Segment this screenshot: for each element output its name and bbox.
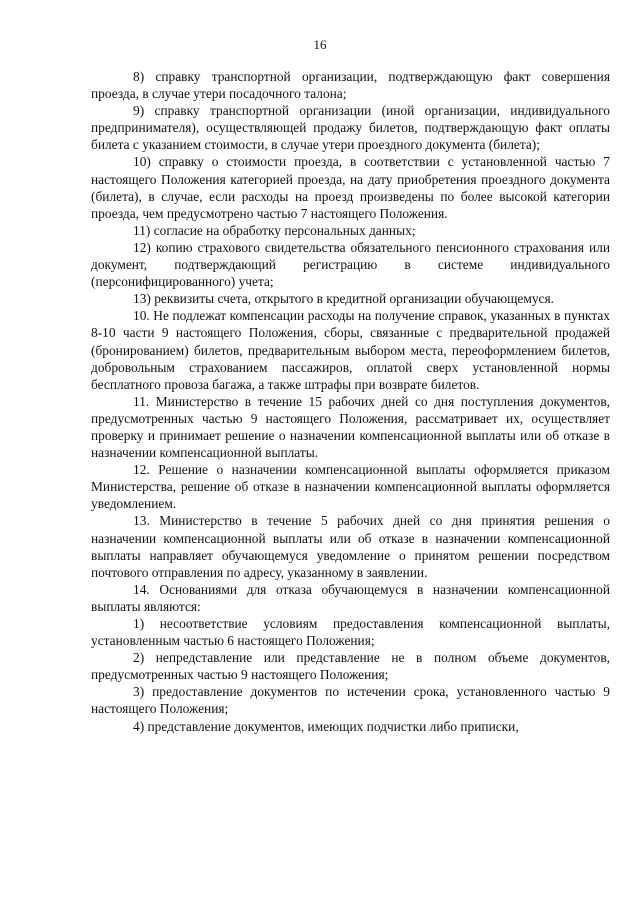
clause-13: 13. Министерство в течение 5 рабочих дней со дня принятия решения о назначении компенсационной выплаты или об отказе в назначении компенсационной выплаты направляет обучающемуся уведомление о принятом решении посредством почтового отправления по адресу, указанному в заявлении. [91,513,610,580]
refusal-reason-4: 4) представление документов, имеющих подчистки либо приписки, [133,718,519,734]
refusal-reason-3: 3) предоставление документов по истечении срока, установленного частью 9 настоящего Положения; [91,684,610,717]
clause-14: 14. Основаниями для отказа обучающемуся в назначении компенсационной выплаты являются: [91,581,610,614]
paragraph-item-9: 9) справку транспортной организации (иной организации, индивидуального предпринимателя), осуществляющей продажу билетов, подтверждающую факт оплаты билета с указанием стоимости, в случае утери проездного документа (билета); [91,103,610,153]
clause-10: 10. Не подлежат компенсации расходы на получение справок, указанных в пунктах 8-10 части 9 настоящего Положения, сборы, связанные с предварительной продажей (бронированием) билетов, предварительным выбором места, переоформлением билетов, добровольным страхованием пассажиров, оплатой сверх установленной нормы бесплатного провоза багажа, а также штрафы при возврате билетов. [91,308,610,392]
document-body [91,68,610,735]
paragraph-item-12: 12) копию страхового свидетельства обязательного пенсионного страхования или документ, подтверждающий регистрацию в системе индивидуального (персонифицированного) учета; [91,239,610,290]
refusal-reason-1: 1) несоответствие условиям предоставления компенсационной выплаты, установленным частью 6 настоящего Положения; [91,616,610,649]
clause-11: 11. Министерство в течение 15 рабочих дней со дня поступления документов, предусмотренных частью 9 настоящего Положения, рассматривает их, осуществляет проверку и принимает решение о назначении компенсационной выплаты или об отказе в назначении компенсационной выплаты. [91,393,610,461]
clause-12: 12. Решение о назначении компенсационной выплаты оформляется приказом Министерства, решение об отказе в назначении компенсационной выплаты оформляется уведомлением. [91,462,610,512]
paragraph-item-11: 11) согласие на обработку персональных данных; [133,222,416,238]
paragraph-item-13: 13) реквизиты счета, открытого в кредитной организации обучающемуся. [133,291,554,307]
page-number: 16 [313,37,327,52]
refusal-reason-2: 2) непредставление или представление не в полном объеме документов, предусмотренных частью 9 настоящего Положения; [91,650,610,683]
paragraph-item-10: 10) справку о стоимости проезда, в соответствии с установленной частью 7 настоящего Положения категорией проезда, на дату приобретения проездного документа (билета), в случае, если расходы на проезд произведены по более высокой категории проезда, чем предусмотрено частью 7 настоящего Положения. [91,154,610,221]
paragraph-item-8: 8) справку транспортной организации, подтверждающую факт совершения проезда, в случае утери посадочного талона; [91,69,610,102]
